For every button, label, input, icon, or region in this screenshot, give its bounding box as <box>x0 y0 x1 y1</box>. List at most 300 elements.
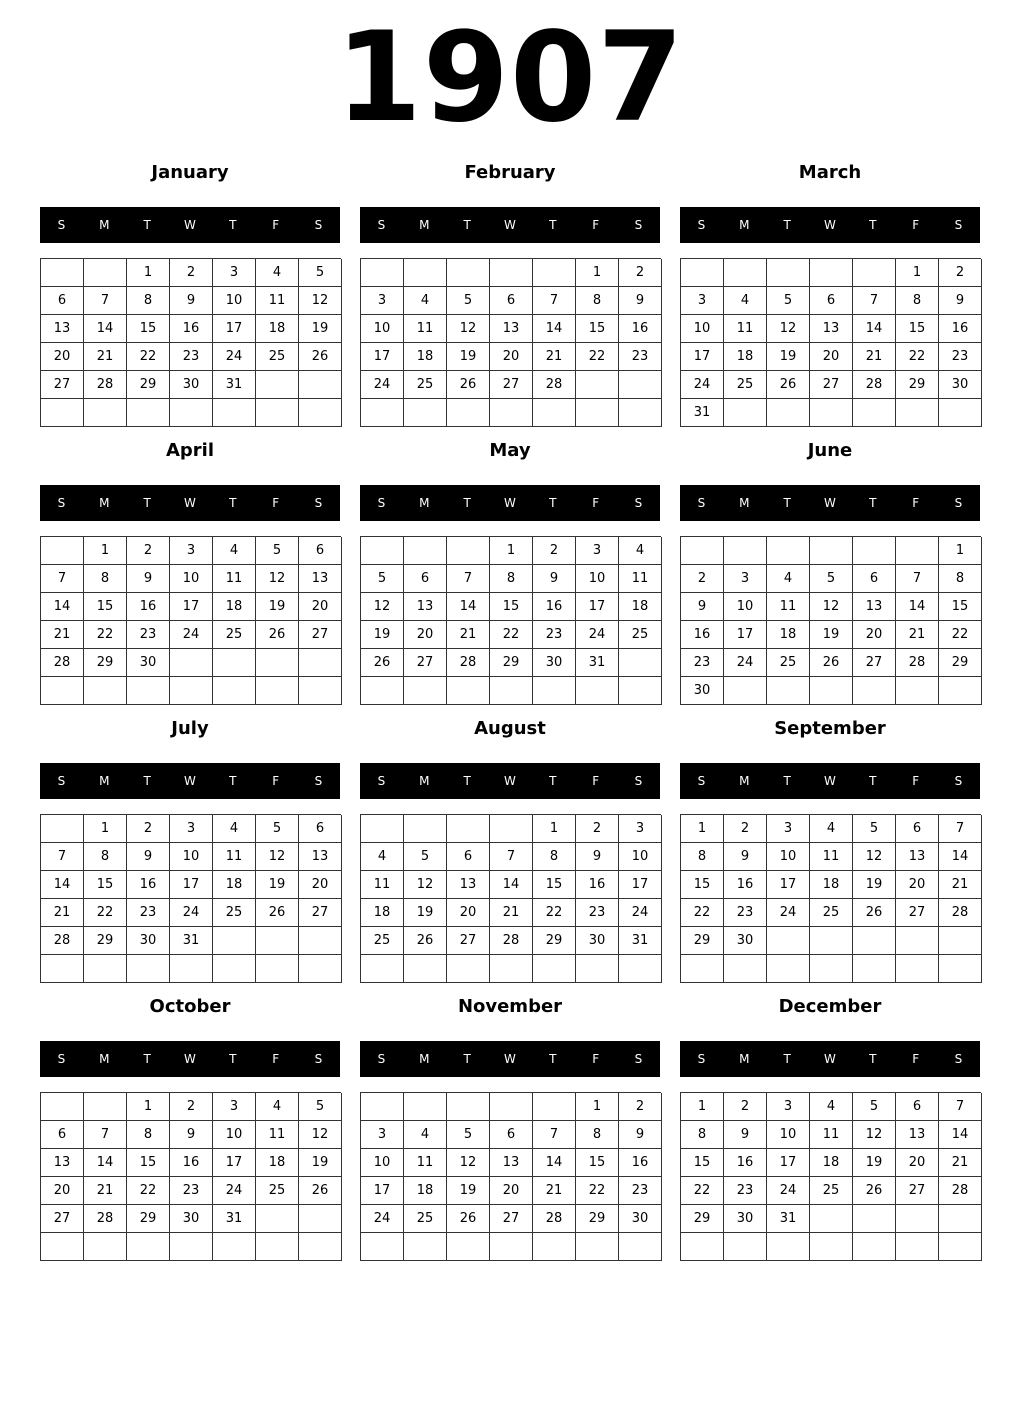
day-cell: 3 <box>213 1093 256 1121</box>
day-cell: 21 <box>939 871 982 899</box>
empty-cell <box>619 649 662 677</box>
day-cell: 6 <box>896 815 939 843</box>
day-cell: 5 <box>299 259 342 287</box>
empty-cell <box>853 1233 896 1261</box>
day-cell: 24 <box>213 343 256 371</box>
day-cell: 5 <box>810 565 853 593</box>
day-cell: 24 <box>213 1177 256 1205</box>
day-cell: 12 <box>361 593 404 621</box>
empty-cell <box>213 649 256 677</box>
day-cell: 1 <box>939 537 982 565</box>
weekday-label: S <box>377 1052 386 1066</box>
weekday-label: S <box>634 774 643 788</box>
empty-cell <box>256 399 299 427</box>
day-cell: 21 <box>84 1177 127 1205</box>
empty-cell <box>810 537 853 565</box>
weekday-label: T <box>549 218 557 232</box>
day-cell: 12 <box>299 287 342 315</box>
day-cell: 7 <box>84 1121 127 1149</box>
empty-cell <box>896 927 939 955</box>
weekday-header <box>360 207 660 243</box>
empty-cell <box>213 927 256 955</box>
empty-cell <box>576 677 619 705</box>
day-cell: 19 <box>853 871 896 899</box>
day-cell: 30 <box>533 649 576 677</box>
month-title: November <box>457 996 563 1017</box>
day-cell: 16 <box>619 1149 662 1177</box>
day-cell: 16 <box>724 1149 767 1177</box>
empty-cell <box>256 927 299 955</box>
day-cell: 4 <box>767 565 810 593</box>
day-cell: 16 <box>170 1149 213 1177</box>
day-cell: 21 <box>84 343 127 371</box>
day-cell: 23 <box>127 621 170 649</box>
month-title: March <box>798 162 862 183</box>
day-cell: 13 <box>404 593 447 621</box>
day-cell: 3 <box>213 259 256 287</box>
day-cell: 2 <box>724 1093 767 1121</box>
empty-cell <box>490 399 533 427</box>
day-cell: 28 <box>490 927 533 955</box>
day-cell: 12 <box>447 1149 490 1177</box>
weekday-header <box>360 485 660 521</box>
empty-cell <box>41 677 84 705</box>
day-cell: 15 <box>84 593 127 621</box>
day-cell: 16 <box>533 593 576 621</box>
month-title: June <box>807 440 853 461</box>
day-cell: 29 <box>127 1205 170 1233</box>
empty-cell <box>619 1233 662 1261</box>
day-cell: 5 <box>853 815 896 843</box>
day-cell: 10 <box>361 315 404 343</box>
empty-cell <box>533 1233 576 1261</box>
day-cell: 27 <box>490 371 533 399</box>
day-cell: 29 <box>127 371 170 399</box>
day-cell: 26 <box>299 343 342 371</box>
day-cell: 2 <box>576 815 619 843</box>
day-cell: 4 <box>810 1093 853 1121</box>
day-cell: 7 <box>853 287 896 315</box>
empty-cell <box>41 537 84 565</box>
day-cell: 2 <box>619 259 662 287</box>
day-cell: 21 <box>939 1149 982 1177</box>
empty-cell <box>619 955 662 983</box>
day-cell: 25 <box>213 621 256 649</box>
day-cell: 6 <box>447 843 490 871</box>
day-cell: 28 <box>84 1205 127 1233</box>
empty-cell <box>170 399 213 427</box>
empty-cell <box>533 259 576 287</box>
day-cell: 7 <box>896 565 939 593</box>
day-cell: 30 <box>127 649 170 677</box>
day-cell: 27 <box>853 649 896 677</box>
day-cell: 8 <box>127 1121 170 1149</box>
day-cell: 22 <box>896 343 939 371</box>
day-cell: 22 <box>576 343 619 371</box>
day-cell: 6 <box>810 287 853 315</box>
day-cell: 19 <box>447 1177 490 1205</box>
day-cell: 29 <box>490 649 533 677</box>
day-cell: 24 <box>576 621 619 649</box>
day-cell: 5 <box>404 843 447 871</box>
day-cell: 9 <box>170 1121 213 1149</box>
day-cell: 11 <box>256 1121 299 1149</box>
empty-cell <box>896 955 939 983</box>
day-cell: 29 <box>576 1205 619 1233</box>
day-cell: 22 <box>681 899 724 927</box>
weekday-label: T <box>783 496 791 510</box>
day-cell: 13 <box>896 1121 939 1149</box>
weekday-label: T <box>463 218 471 232</box>
day-cell: 27 <box>447 927 490 955</box>
day-cell: 15 <box>896 315 939 343</box>
day-cell: 10 <box>767 843 810 871</box>
empty-cell <box>767 537 810 565</box>
day-cell: 24 <box>724 649 767 677</box>
day-cell: 8 <box>127 287 170 315</box>
day-cell: 16 <box>576 871 619 899</box>
empty-cell <box>447 537 490 565</box>
day-cell: 30 <box>127 927 170 955</box>
empty-cell <box>853 1205 896 1233</box>
weekday-label: S <box>697 774 706 788</box>
year-title: 1907 <box>335 6 685 150</box>
day-grid <box>360 814 661 983</box>
day-cell: 4 <box>404 1121 447 1149</box>
empty-cell <box>810 399 853 427</box>
weekday-label: F <box>272 1052 280 1066</box>
empty-cell <box>299 1205 342 1233</box>
day-cell: 23 <box>724 899 767 927</box>
day-cell: 1 <box>576 259 619 287</box>
day-cell: 25 <box>619 621 662 649</box>
day-cell: 22 <box>127 1177 170 1205</box>
weekday-label: S <box>314 218 323 232</box>
weekday-label: T <box>229 774 237 788</box>
weekday-label: T <box>869 1052 877 1066</box>
day-cell: 19 <box>447 343 490 371</box>
weekday-header <box>40 763 340 799</box>
day-cell: 1 <box>84 537 127 565</box>
empty-cell <box>84 677 127 705</box>
day-cell: 22 <box>939 621 982 649</box>
weekday-label: T <box>229 1052 237 1066</box>
month-title: September <box>774 718 886 739</box>
day-cell: 12 <box>767 315 810 343</box>
empty-cell <box>767 955 810 983</box>
weekday-label: W <box>504 218 516 232</box>
empty-cell <box>213 955 256 983</box>
empty-cell <box>170 677 213 705</box>
day-cell: 7 <box>41 565 84 593</box>
day-cell: 19 <box>299 315 342 343</box>
day-cell: 25 <box>724 371 767 399</box>
day-cell: 29 <box>896 371 939 399</box>
empty-cell <box>767 677 810 705</box>
day-cell: 29 <box>84 927 127 955</box>
empty-cell <box>724 399 767 427</box>
weekday-label: T <box>463 1052 471 1066</box>
empty-cell <box>853 955 896 983</box>
day-cell: 12 <box>447 315 490 343</box>
day-cell: 25 <box>256 343 299 371</box>
weekday-label: F <box>912 496 920 510</box>
day-cell: 30 <box>939 371 982 399</box>
month-title: July <box>171 718 209 739</box>
empty-cell <box>810 955 853 983</box>
day-cell: 13 <box>853 593 896 621</box>
day-cell: 18 <box>810 871 853 899</box>
day-cell: 24 <box>361 371 404 399</box>
day-cell: 12 <box>853 1121 896 1149</box>
day-cell: 13 <box>41 1149 84 1177</box>
empty-cell <box>404 399 447 427</box>
day-cell: 2 <box>170 1093 213 1121</box>
empty-cell <box>170 955 213 983</box>
day-cell: 15 <box>576 315 619 343</box>
day-cell: 25 <box>213 899 256 927</box>
weekday-label: W <box>184 218 196 232</box>
day-cell: 24 <box>767 1177 810 1205</box>
empty-cell <box>361 1093 404 1121</box>
empty-cell <box>576 371 619 399</box>
empty-cell <box>810 259 853 287</box>
day-cell: 10 <box>170 843 213 871</box>
day-cell: 11 <box>256 287 299 315</box>
day-cell: 13 <box>41 315 84 343</box>
day-cell: 10 <box>576 565 619 593</box>
day-cell: 14 <box>939 843 982 871</box>
day-cell: 3 <box>361 287 404 315</box>
day-cell: 17 <box>576 593 619 621</box>
empty-cell <box>84 1233 127 1261</box>
day-cell: 12 <box>810 593 853 621</box>
empty-cell <box>576 1233 619 1261</box>
day-cell: 17 <box>213 1149 256 1177</box>
empty-cell <box>447 815 490 843</box>
weekday-header <box>360 1041 660 1077</box>
day-cell: 14 <box>447 593 490 621</box>
day-cell: 20 <box>490 343 533 371</box>
day-cell: 31 <box>681 399 724 427</box>
empty-cell <box>404 815 447 843</box>
day-cell: 27 <box>299 621 342 649</box>
empty-cell <box>896 537 939 565</box>
day-cell: 24 <box>767 899 810 927</box>
day-cell: 25 <box>810 899 853 927</box>
day-cell: 25 <box>361 927 404 955</box>
day-cell: 26 <box>767 371 810 399</box>
weekday-label: W <box>184 1052 196 1066</box>
empty-cell <box>361 537 404 565</box>
weekday-label: M <box>419 1052 430 1066</box>
weekday-label: M <box>419 496 430 510</box>
weekday-label: S <box>57 496 66 510</box>
day-cell: 20 <box>41 343 84 371</box>
weekday-label: T <box>143 218 151 232</box>
month-title: August <box>474 718 546 739</box>
day-cell: 16 <box>939 315 982 343</box>
day-cell: 3 <box>681 287 724 315</box>
day-cell: 14 <box>533 315 576 343</box>
empty-cell <box>490 815 533 843</box>
empty-cell <box>361 1233 404 1261</box>
day-cell: 1 <box>896 259 939 287</box>
empty-cell <box>84 259 127 287</box>
weekday-label: W <box>504 774 516 788</box>
day-cell: 4 <box>213 815 256 843</box>
day-cell: 7 <box>84 287 127 315</box>
empty-cell <box>170 649 213 677</box>
empty-cell <box>127 399 170 427</box>
weekday-label: M <box>419 218 430 232</box>
day-cell: 31 <box>619 927 662 955</box>
day-cell: 17 <box>767 1149 810 1177</box>
day-cell: 17 <box>681 343 724 371</box>
day-cell: 30 <box>681 677 724 705</box>
empty-cell <box>447 677 490 705</box>
day-cell: 23 <box>724 1177 767 1205</box>
day-cell: 4 <box>404 287 447 315</box>
day-cell: 19 <box>404 899 447 927</box>
weekday-label: T <box>143 1052 151 1066</box>
empty-cell <box>361 677 404 705</box>
empty-cell <box>619 399 662 427</box>
empty-cell <box>256 649 299 677</box>
day-cell: 27 <box>896 899 939 927</box>
weekday-label: W <box>824 496 836 510</box>
weekday-label: M <box>419 774 430 788</box>
weekday-label: T <box>869 496 877 510</box>
day-cell: 20 <box>404 621 447 649</box>
empty-cell <box>361 259 404 287</box>
day-cell: 20 <box>41 1177 84 1205</box>
day-cell: 2 <box>681 565 724 593</box>
day-cell: 27 <box>404 649 447 677</box>
day-cell: 26 <box>810 649 853 677</box>
day-cell: 21 <box>896 621 939 649</box>
weekday-label: S <box>314 496 323 510</box>
empty-cell <box>939 677 982 705</box>
day-cell: 29 <box>681 927 724 955</box>
empty-cell <box>681 1233 724 1261</box>
day-cell: 6 <box>490 287 533 315</box>
day-cell: 11 <box>810 1121 853 1149</box>
empty-cell <box>404 677 447 705</box>
day-cell: 7 <box>939 815 982 843</box>
day-cell: 8 <box>576 1121 619 1149</box>
weekday-label: S <box>954 1052 963 1066</box>
day-cell: 1 <box>681 1093 724 1121</box>
weekday-label: M <box>739 1052 750 1066</box>
empty-cell <box>299 649 342 677</box>
day-cell: 11 <box>404 315 447 343</box>
weekday-label: S <box>954 218 963 232</box>
day-cell: 10 <box>681 315 724 343</box>
day-cell: 10 <box>170 565 213 593</box>
day-cell: 28 <box>84 371 127 399</box>
day-cell: 5 <box>256 815 299 843</box>
weekday-label: S <box>377 218 386 232</box>
empty-cell <box>939 1205 982 1233</box>
day-cell: 6 <box>299 537 342 565</box>
day-cell: 15 <box>127 315 170 343</box>
weekday-label: T <box>463 496 471 510</box>
empty-cell <box>767 259 810 287</box>
day-cell: 27 <box>810 371 853 399</box>
empty-cell <box>213 1233 256 1261</box>
weekday-label: T <box>869 774 877 788</box>
day-cell: 14 <box>896 593 939 621</box>
empty-cell <box>41 955 84 983</box>
empty-cell <box>724 955 767 983</box>
empty-cell <box>41 1233 84 1261</box>
empty-cell <box>299 371 342 399</box>
day-cell: 15 <box>127 1149 170 1177</box>
day-cell: 23 <box>533 621 576 649</box>
day-cell: 20 <box>896 871 939 899</box>
day-cell: 11 <box>810 843 853 871</box>
day-cell: 16 <box>170 315 213 343</box>
empty-cell <box>939 399 982 427</box>
day-cell: 14 <box>41 593 84 621</box>
empty-cell <box>724 537 767 565</box>
day-cell: 4 <box>256 1093 299 1121</box>
day-cell: 26 <box>447 1205 490 1233</box>
empty-cell <box>256 677 299 705</box>
weekday-label: W <box>824 1052 836 1066</box>
day-cell: 6 <box>490 1121 533 1149</box>
empty-cell <box>404 1093 447 1121</box>
day-cell: 2 <box>533 537 576 565</box>
day-cell: 10 <box>767 1121 810 1149</box>
empty-cell <box>490 677 533 705</box>
day-cell: 13 <box>299 843 342 871</box>
weekday-label: F <box>272 774 280 788</box>
day-cell: 22 <box>681 1177 724 1205</box>
day-cell: 15 <box>576 1149 619 1177</box>
day-cell: 10 <box>619 843 662 871</box>
day-cell: 30 <box>170 1205 213 1233</box>
day-cell: 23 <box>127 899 170 927</box>
empty-cell <box>84 955 127 983</box>
weekday-header <box>680 763 980 799</box>
empty-cell <box>533 399 576 427</box>
day-cell: 16 <box>127 593 170 621</box>
weekday-label: T <box>869 218 877 232</box>
day-cell: 5 <box>256 537 299 565</box>
day-cell: 30 <box>724 927 767 955</box>
day-cell: 2 <box>939 259 982 287</box>
day-cell: 18 <box>724 343 767 371</box>
day-cell: 17 <box>361 343 404 371</box>
day-cell: 2 <box>127 537 170 565</box>
day-cell: 7 <box>533 1121 576 1149</box>
empty-cell <box>490 1093 533 1121</box>
day-cell: 9 <box>533 565 576 593</box>
empty-cell <box>41 399 84 427</box>
empty-cell <box>810 1233 853 1261</box>
day-cell: 6 <box>41 287 84 315</box>
day-cell: 25 <box>767 649 810 677</box>
day-cell: 27 <box>490 1205 533 1233</box>
day-cell: 20 <box>299 593 342 621</box>
day-cell: 3 <box>767 1093 810 1121</box>
weekday-label: M <box>739 218 750 232</box>
weekday-label: W <box>824 774 836 788</box>
day-cell: 5 <box>767 287 810 315</box>
day-cell: 25 <box>256 1177 299 1205</box>
